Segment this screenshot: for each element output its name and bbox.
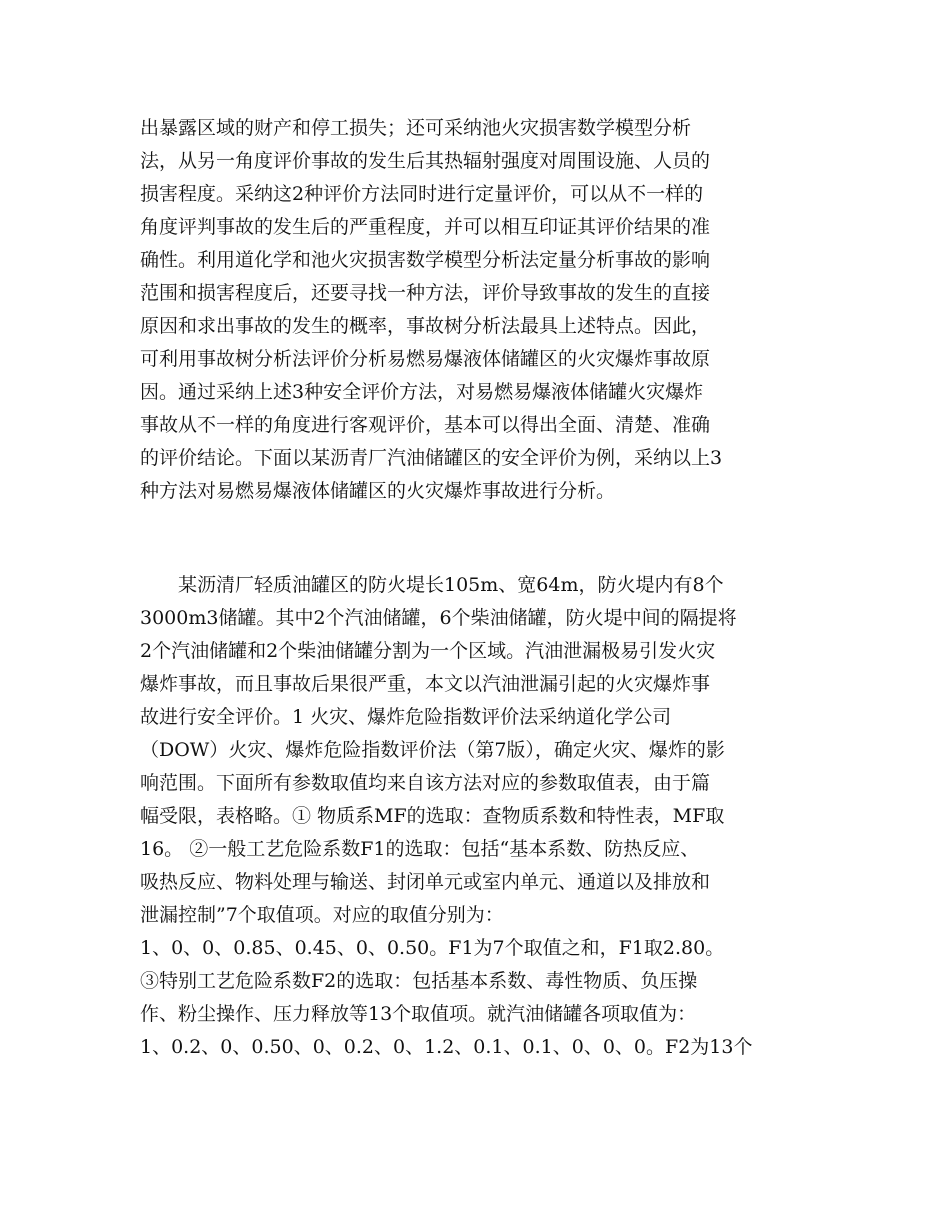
text-line: 16。 ②一般工艺危险系数F1的选取：包括“基本系数、防热反应、	[140, 838, 700, 860]
text-line: 泄漏控制”7个取值项。对应的取值分别为：	[140, 904, 504, 926]
text-line: 种方法对易燃易爆液体储罐区的火灾爆炸事故进行分析。	[140, 480, 616, 502]
text-line: 爆炸事故，而且事故后果很严重，本文以汽油泄漏引起的火灾爆炸事	[140, 673, 711, 695]
text-line: 2个汽油储罐和2个柴油储罐分割为一个区域。汽油泄漏极易引发火灾	[140, 640, 716, 662]
text-line: 的评价结论。下面以某沥青厂汽油储罐区的安全评价为例，采纳以上3	[140, 447, 723, 469]
text-line: 吸热反应、物料处理与输送、封闭单元或室内单元、通道以及排放和	[140, 871, 711, 893]
text-line: 法，从另一角度评价事故的发生后其热辐射强度对周围设施、人员的	[140, 150, 711, 172]
text-line: 作、粉尘操作、压力释放等13个取值项。就汽油储罐各项取值为：	[140, 1003, 697, 1025]
text-line: 事故从不一样的角度进行客观评价，基本可以得出全面、清楚、准确	[140, 414, 711, 436]
text-line: ③特别工艺危险系数F2的选取：包括基本系数、毒性物质、负压操	[140, 970, 698, 992]
paragraph-1	[140, 112, 820, 508]
text-line: 某沥清厂轻质油罐区的防火堤长105m、宽64m，防火堤内有8个	[140, 574, 724, 596]
text-line: 故进行安全评价。1 火灾、爆炸危险指数评价法采纳道化学公司	[140, 706, 672, 728]
text-line: 响范围。下面所有参数取值均来自该方法对应的参数取值表，由于篇	[140, 772, 711, 794]
text-line: 确性。利用道化学和池火灾损害数学模型分析法定量分析事故的影响	[140, 249, 711, 271]
text-line: 损害程度。采纳这2种评价方法同时进行定量评价，可以从不一样的	[140, 183, 704, 205]
text-line: 原因和求出事故的发生的概率，事故树分析法最具上述特点。因此，	[140, 315, 711, 337]
text-line: 角度评判事故的发生后的严重程度，并可以相互印证其评价结果的准	[140, 216, 711, 238]
text-line: 出暴露区域的财产和停工损失；还可采纳池火灾损害数学模型分析	[140, 117, 692, 139]
text-line: 可利用事故树分析法评价分析易燃易爆液体储罐区的火灾爆炸事故原	[140, 348, 711, 370]
text-line: 幅受限，表格略。① 物质系MF的选取：查物质系数和特性表，MF取	[140, 805, 725, 827]
text-line: 因。通过采纳上述3种安全评价方法，对易燃易爆液体储罐火灾爆炸	[140, 381, 704, 403]
text-line: 1、0、0、0.85、0.45、0、0.50。F1为7个取值之和，F1取2.80。	[140, 937, 725, 959]
text-line: （DOW）火灾、爆炸危险指数评价法（第7版），确定火灾、爆炸的影	[140, 739, 725, 761]
paragraph-2	[140, 569, 820, 1064]
text-line: 范围和损害程度后，还要寻找一种方法，评价导致事故的发生的直接	[140, 282, 711, 304]
text-line: 3000m3储罐。其中2个汽油储罐，6个柴油储罐，防火堤中间的隔提将	[140, 607, 737, 629]
text-line: 1、0.2、0、0.50、0、0.2、0、1.2、0.1、0.1、0、0、0。F2为13个	[140, 1036, 753, 1058]
